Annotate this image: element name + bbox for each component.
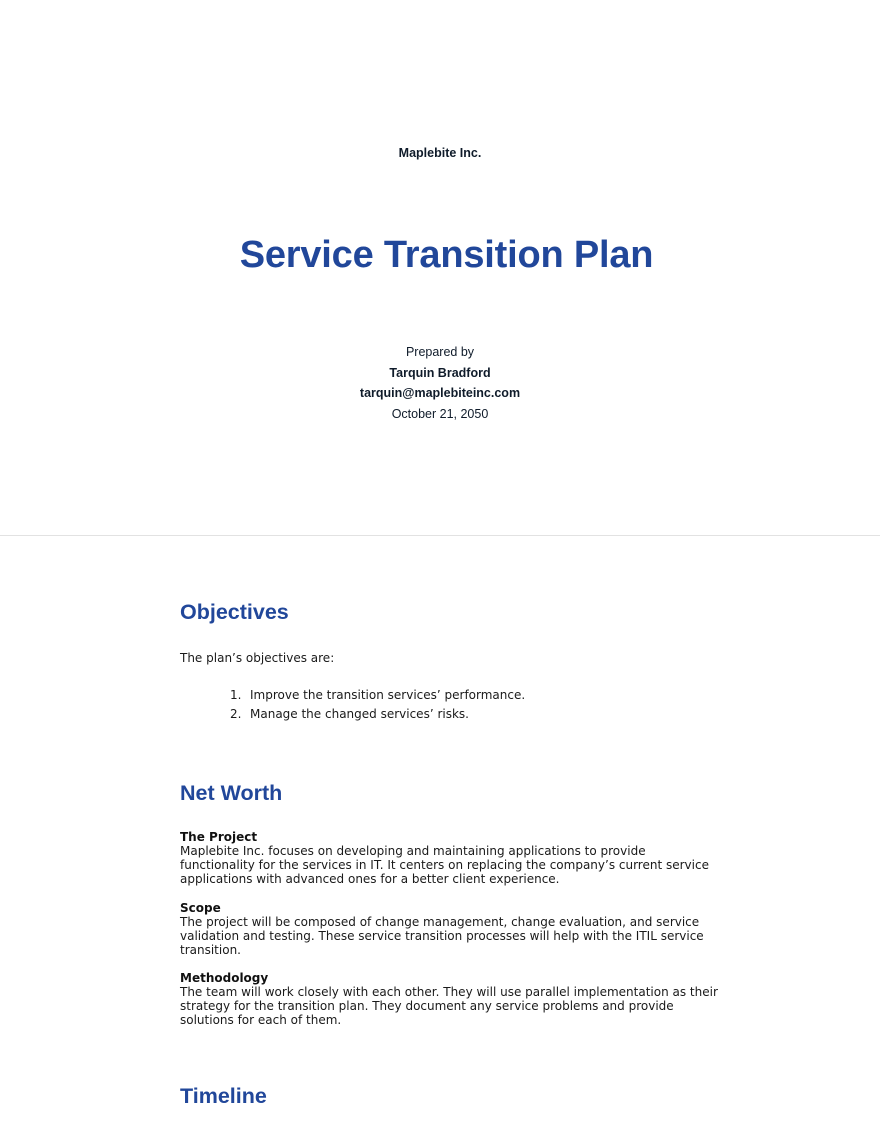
author-email: tarquin@maplebiteinc.com [359,386,521,401]
list-item [230,686,690,705]
document-title: Service Transition Plan [239,234,654,276]
net-worth-heading: Net Worth [180,781,283,805]
section-the-project [180,830,720,886]
section-title: Scope [180,901,221,915]
objectives-intro: The plan’s objectives are: [180,651,335,665]
author-name: Tarquin Bradford [389,365,491,380]
section-body: The project will be composed of change management, change evaluation, and service validation and testing. These service transition processes will help with the ITIL service transition. [180,915,704,957]
section-body: The team will work closely with each other. They will use parallel implementation as their strategy for the transition plan. They document any service problems and provide solutions for each of them. [180,985,718,1027]
section-title: The Project [180,830,258,844]
document-date: October 21, 2050 [391,407,489,422]
list-item-text: Improve the transition services’ performance. [250,688,526,702]
prepared-block [0,342,880,425]
company-name: Maplebite Inc. [398,146,482,160]
list-item-number: 2. [230,707,242,721]
list-item [230,705,690,724]
list-item-number: 1. [230,688,242,702]
timeline-heading: Timeline [180,1084,267,1108]
section-scope [180,901,720,957]
objectives-heading: Objectives [180,600,289,624]
prepared-by-label: Prepared by [405,345,475,359]
section-methodology [180,971,720,1027]
objectives-list [230,686,690,724]
list-item-text: Manage the changed services’ risks. [250,707,469,721]
section-title: Methodology [180,971,269,985]
page-divider [0,535,880,536]
section-body: Maplebite Inc. focuses on developing and maintaining applications to provide functionality for the services in IT. It centers on replacing the company’s current service applications with advanced ones for a better client experience. [180,844,709,886]
